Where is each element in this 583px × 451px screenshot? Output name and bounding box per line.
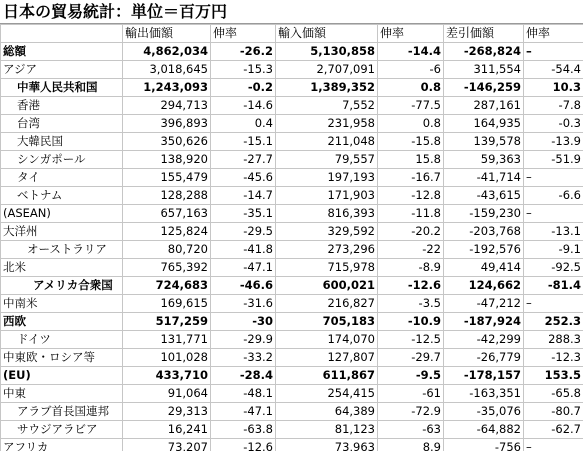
table-row [1, 97, 583, 115]
balance-value-cell[interactable]: -268,824 [444, 43, 524, 61]
table-row [1, 259, 583, 277]
import-value-cell[interactable]: 1,389,352 [276, 79, 378, 97]
export-value-cell[interactable]: 517,259 [123, 313, 211, 331]
export-value-cell[interactable]: 128,288 [123, 187, 211, 205]
table-row [1, 169, 583, 187]
row-label-cell[interactable]: アフリカ [1, 439, 123, 451]
row-label-cell[interactable]: タイ [1, 169, 123, 187]
import-growth-cell[interactable]: -20.2 [378, 223, 444, 241]
table-row [1, 385, 583, 403]
import-growth-cell[interactable]: 0.8 [378, 115, 444, 133]
table-row [1, 439, 583, 451]
export-value-cell[interactable]: 169,615 [123, 295, 211, 313]
import-growth-cell[interactable]: -3.5 [378, 295, 444, 313]
row-label-cell[interactable]: 中華人民共和国 [1, 79, 123, 97]
balance-growth-cell[interactable]: -62.7 [524, 421, 583, 439]
row-label-cell[interactable]: シンガポール [1, 151, 123, 169]
export-growth-cell[interactable]: -27.7 [211, 151, 276, 169]
table-row [1, 349, 583, 367]
export-growth-cell[interactable]: -35.1 [211, 205, 276, 223]
export-growth-cell[interactable]: -33.2 [211, 349, 276, 367]
export-value-cell[interactable]: 29,313 [123, 403, 211, 421]
row-label-cell[interactable]: アメリカ合衆国 [1, 277, 123, 295]
import-growth-cell[interactable]: 0.8 [378, 79, 444, 97]
balance-growth-cell[interactable]: – [524, 295, 583, 313]
row-label-cell[interactable]: 北米 [1, 259, 123, 277]
balance-growth-cell[interactable]: 252.3 [524, 313, 583, 331]
balance-value-cell[interactable]: -203,768 [444, 223, 524, 241]
row-label-cell[interactable]: ベトナム [1, 187, 123, 205]
row-label-cell[interactable]: 中東欧・ロシア等 [1, 349, 123, 367]
import-growth-cell[interactable]: -11.8 [378, 205, 444, 223]
import-growth-cell[interactable]: -72.9 [378, 403, 444, 421]
balance-value-cell[interactable]: -47,212 [444, 295, 524, 313]
import-value-cell[interactable]: 705,183 [276, 313, 378, 331]
export-growth-cell[interactable]: -26.2 [211, 43, 276, 61]
import-value-cell[interactable]: 600,021 [276, 277, 378, 295]
balance-value-cell[interactable]: 124,662 [444, 277, 524, 295]
row-label-cell[interactable]: アラブ首長国連邦 [1, 403, 123, 421]
row-label-cell[interactable]: (ASEAN) [1, 205, 123, 223]
balance-growth-cell[interactable]: – [524, 43, 583, 61]
row-label-cell[interactable]: 台湾 [1, 115, 123, 133]
balance-value-cell[interactable]: -163,351 [444, 385, 524, 403]
export-growth-cell[interactable]: -30 [211, 313, 276, 331]
balance-value-cell[interactable]: -42,299 [444, 331, 524, 349]
export-value-cell[interactable]: 765,392 [123, 259, 211, 277]
row-label-cell[interactable]: 総額 [1, 43, 123, 61]
table-row [1, 187, 583, 205]
row-label-cell[interactable]: 大韓民国 [1, 133, 123, 151]
balance-value-cell[interactable]: -41,714 [444, 169, 524, 187]
balance-growth-cell[interactable]: -92.5 [524, 259, 583, 277]
balance-growth-cell[interactable]: -7.8 [524, 97, 583, 115]
export-value-cell[interactable]: 131,771 [123, 331, 211, 349]
balance-growth-cell[interactable]: -9.1 [524, 241, 583, 259]
table-body [1, 25, 583, 451]
balance-value-cell[interactable]: -756 [444, 439, 524, 451]
table-row [1, 241, 583, 259]
balance-value-cell[interactable]: -43,615 [444, 187, 524, 205]
table-row [1, 133, 583, 151]
import-value-cell[interactable]: 174,070 [276, 331, 378, 349]
balance-value-cell[interactable]: -159,230 [444, 205, 524, 223]
import-growth-cell[interactable]: -61 [378, 385, 444, 403]
import-growth-cell[interactable]: -12.6 [378, 277, 444, 295]
table-row [1, 43, 583, 61]
export-growth-cell[interactable]: -15.3 [211, 61, 276, 79]
header-cell-export-value[interactable]: 輸出価額 [123, 25, 211, 43]
row-label-cell[interactable]: 西欧 [1, 313, 123, 331]
balance-value-cell[interactable]: 139,578 [444, 133, 524, 151]
import-growth-cell[interactable]: -77.5 [378, 97, 444, 115]
import-value-cell[interactable]: 2,707,091 [276, 61, 378, 79]
row-label-cell[interactable]: 中東 [1, 385, 123, 403]
balance-growth-cell[interactable]: 153.5 [524, 367, 583, 385]
import-growth-cell[interactable]: -9.5 [378, 367, 444, 385]
row-label-cell[interactable]: 大洋州 [1, 223, 123, 241]
table-row [1, 205, 583, 223]
header-cell-export-growth[interactable]: 伸率 [211, 25, 276, 43]
balance-value-cell[interactable]: -192,576 [444, 241, 524, 259]
export-growth-cell[interactable]: -29.5 [211, 223, 276, 241]
row-label-cell[interactable]: ドイツ [1, 331, 123, 349]
balance-value-cell[interactable]: 287,161 [444, 97, 524, 115]
header-cell-import-growth[interactable]: 伸率 [378, 25, 444, 43]
import-growth-cell[interactable]: -8.9 [378, 259, 444, 277]
import-value-cell[interactable]: 7,552 [276, 97, 378, 115]
header-row [1, 25, 583, 43]
header-cell-region[interactable] [1, 25, 123, 43]
import-growth-cell[interactable]: 15.8 [378, 151, 444, 169]
import-growth-cell[interactable]: 8.9 [378, 439, 444, 451]
balance-value-cell[interactable]: 311,554 [444, 61, 524, 79]
table-row [1, 331, 583, 349]
table-row [1, 223, 583, 241]
table-row [1, 367, 583, 385]
export-growth-cell[interactable]: -15.1 [211, 133, 276, 151]
import-growth-cell[interactable]: -16.7 [378, 169, 444, 187]
export-value-cell[interactable]: 4,862,034 [123, 43, 211, 61]
export-value-cell[interactable]: 433,710 [123, 367, 211, 385]
balance-value-cell[interactable]: -146,259 [444, 79, 524, 97]
table-row [1, 295, 583, 313]
export-value-cell[interactable]: 138,920 [123, 151, 211, 169]
export-growth-cell[interactable]: -12.6 [211, 439, 276, 451]
export-growth-cell[interactable]: -47.1 [211, 259, 276, 277]
trade-table [0, 24, 583, 451]
export-value-cell[interactable]: 396,893 [123, 115, 211, 133]
header-cell-balance-value[interactable]: 差引価額 [444, 25, 524, 43]
export-growth-cell[interactable]: -45.6 [211, 169, 276, 187]
import-value-cell[interactable]: 79,557 [276, 151, 378, 169]
export-value-cell[interactable]: 155,479 [123, 169, 211, 187]
balance-growth-cell[interactable]: -13.1 [524, 223, 583, 241]
balance-growth-cell[interactable]: -65.8 [524, 385, 583, 403]
export-growth-cell[interactable]: -46.6 [211, 277, 276, 295]
balance-growth-cell[interactable]: – [524, 169, 583, 187]
export-value-cell[interactable]: 724,683 [123, 277, 211, 295]
import-value-cell[interactable]: 5,130,858 [276, 43, 378, 61]
export-growth-cell[interactable]: -14.6 [211, 97, 276, 115]
export-growth-cell[interactable]: -41.8 [211, 241, 276, 259]
import-value-cell[interactable]: 715,978 [276, 259, 378, 277]
import-growth-cell[interactable]: -10.9 [378, 313, 444, 331]
import-growth-cell[interactable]: -14.4 [378, 43, 444, 61]
export-value-cell[interactable]: 16,241 [123, 421, 211, 439]
balance-growth-cell[interactable]: 288.3 [524, 331, 583, 349]
balance-value-cell[interactable]: -187,924 [444, 313, 524, 331]
balance-growth-cell[interactable]: -80.7 [524, 403, 583, 421]
table-row [1, 313, 583, 331]
export-value-cell[interactable]: 1,243,093 [123, 79, 211, 97]
balance-value-cell[interactable]: -64,882 [444, 421, 524, 439]
import-growth-cell[interactable]: -29.7 [378, 349, 444, 367]
import-value-cell[interactable]: 81,123 [276, 421, 378, 439]
import-growth-cell[interactable]: -63 [378, 421, 444, 439]
balance-value-cell[interactable]: -178,157 [444, 367, 524, 385]
header-cell-balance-growth[interactable]: 伸率 [524, 25, 583, 43]
row-label-cell[interactable]: サウジアラビア [1, 421, 123, 439]
table-row [1, 421, 583, 439]
sheet-title: 日本の貿易統計：単位＝百万円 [0, 0, 583, 24]
row-label-cell[interactable]: 中南米 [1, 295, 123, 313]
import-value-cell[interactable]: 211,048 [276, 133, 378, 151]
import-value-cell[interactable]: 197,193 [276, 169, 378, 187]
export-growth-cell[interactable]: -63.8 [211, 421, 276, 439]
export-value-cell[interactable]: 350,626 [123, 133, 211, 151]
balance-growth-cell[interactable]: -54.4 [524, 61, 583, 79]
import-growth-cell[interactable]: -6 [378, 61, 444, 79]
import-value-cell[interactable]: 216,827 [276, 295, 378, 313]
table-row [1, 115, 583, 133]
import-value-cell[interactable]: 611,867 [276, 367, 378, 385]
export-value-cell[interactable]: 125,824 [123, 223, 211, 241]
balance-value-cell[interactable]: 49,414 [444, 259, 524, 277]
export-value-cell[interactable]: 91,064 [123, 385, 211, 403]
balance-growth-cell[interactable]: – [524, 439, 583, 451]
import-value-cell[interactable]: 127,807 [276, 349, 378, 367]
import-growth-cell[interactable]: -15.8 [378, 133, 444, 151]
balance-growth-cell[interactable]: -51.9 [524, 151, 583, 169]
row-label-cell[interactable]: (EU) [1, 367, 123, 385]
export-growth-cell[interactable]: -48.1 [211, 385, 276, 403]
export-growth-cell[interactable]: -31.6 [211, 295, 276, 313]
import-value-cell[interactable]: 816,393 [276, 205, 378, 223]
header-cell-import-value[interactable]: 輸入価額 [276, 25, 378, 43]
export-value-cell[interactable]: 101,028 [123, 349, 211, 367]
import-value-cell[interactable]: 329,592 [276, 223, 378, 241]
import-value-cell[interactable]: 73,963 [276, 439, 378, 451]
import-value-cell[interactable]: 171,903 [276, 187, 378, 205]
balance-value-cell[interactable]: -26,779 [444, 349, 524, 367]
import-value-cell[interactable]: 254,415 [276, 385, 378, 403]
table-row [1, 79, 583, 97]
export-value-cell[interactable]: 3,018,645 [123, 61, 211, 79]
import-growth-cell[interactable]: -12.8 [378, 187, 444, 205]
export-growth-cell[interactable]: -28.4 [211, 367, 276, 385]
export-value-cell[interactable]: 80,720 [123, 241, 211, 259]
table-row [1, 151, 583, 169]
row-label-cell[interactable]: オーストラリア [1, 241, 123, 259]
import-growth-cell[interactable]: -12.5 [378, 331, 444, 349]
balance-growth-cell[interactable]: – [524, 205, 583, 223]
balance-growth-cell[interactable]: -0.3 [524, 115, 583, 133]
export-growth-cell[interactable]: -0.2 [211, 79, 276, 97]
export-growth-cell[interactable]: -14.7 [211, 187, 276, 205]
row-label-cell[interactable]: 香港 [1, 97, 123, 115]
import-value-cell[interactable]: 273,296 [276, 241, 378, 259]
balance-growth-cell[interactable]: 10.3 [524, 79, 583, 97]
export-value-cell[interactable]: 73,207 [123, 439, 211, 451]
import-growth-cell[interactable]: -22 [378, 241, 444, 259]
table-row [1, 277, 583, 295]
import-value-cell[interactable]: 231,958 [276, 115, 378, 133]
import-value-cell[interactable]: 64,389 [276, 403, 378, 421]
balance-growth-cell[interactable]: -81.4 [524, 277, 583, 295]
row-label-cell[interactable]: アジア [1, 61, 123, 79]
balance-value-cell[interactable]: 164,935 [444, 115, 524, 133]
balance-growth-cell[interactable]: -13.9 [524, 133, 583, 151]
balance-growth-cell[interactable]: -6.6 [524, 187, 583, 205]
export-growth-cell[interactable]: -29.9 [211, 331, 276, 349]
balance-value-cell[interactable]: 59,363 [444, 151, 524, 169]
table-row [1, 403, 583, 421]
balance-growth-cell[interactable]: -12.3 [524, 349, 583, 367]
table-row [1, 61, 583, 79]
export-value-cell[interactable]: 657,163 [123, 205, 211, 223]
export-growth-cell[interactable]: 0.4 [211, 115, 276, 133]
export-value-cell[interactable]: 294,713 [123, 97, 211, 115]
export-growth-cell[interactable]: -47.1 [211, 403, 276, 421]
balance-value-cell[interactable]: -35,076 [444, 403, 524, 421]
